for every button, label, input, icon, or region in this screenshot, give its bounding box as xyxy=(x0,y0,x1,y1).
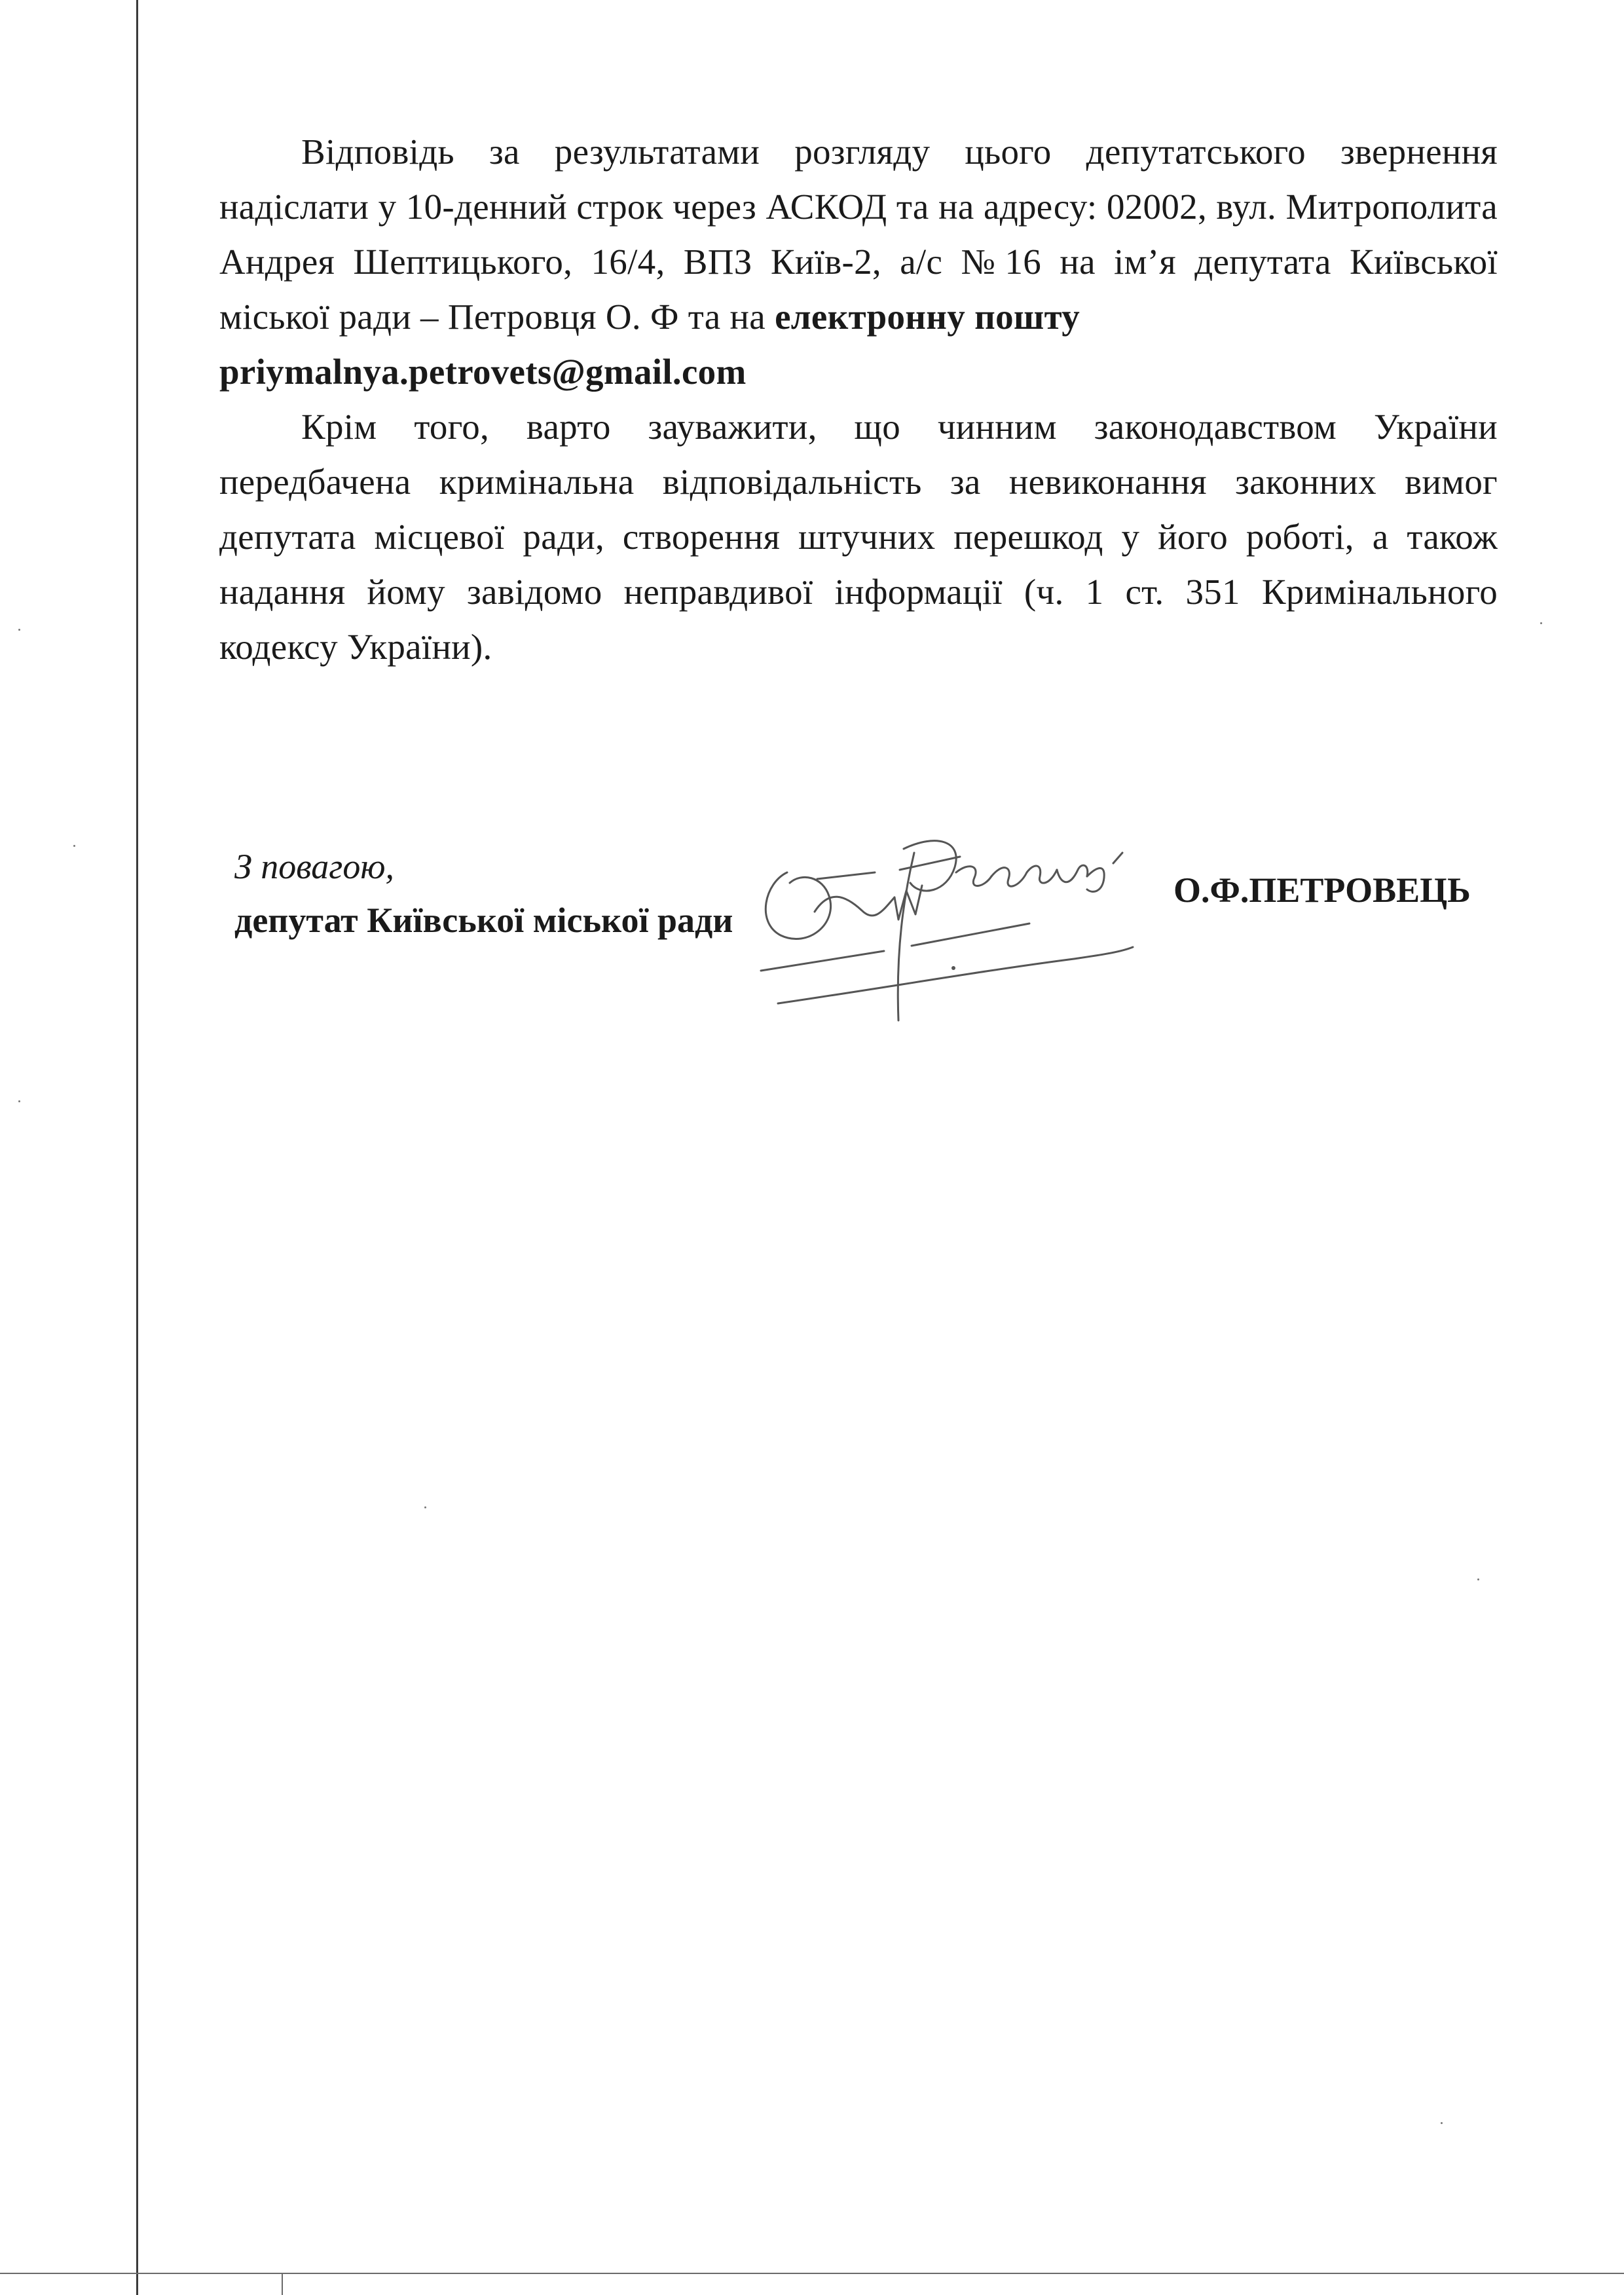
scan-dust xyxy=(1441,2122,1443,2124)
reply-request-text: Відповідь за результатами розгляду цього депутатського звернення надіслати у 10-денний строк через АСКОД та на адресу: 02002, вул. Митрополита Андрея Шептицького, 16/4, ВПЗ Київ-2, а/с №16 на ім’я депутата Київської міської ради – Петровця О. Ф та на xyxy=(219,132,1498,337)
scan-dust xyxy=(1477,1578,1479,1580)
signer-position: депутат Київської міської ради xyxy=(234,901,733,940)
scan-edge-bottom xyxy=(0,2273,1624,2274)
closing-block xyxy=(234,840,733,947)
email-label: електронну пошту xyxy=(775,297,1080,337)
letter-body xyxy=(219,124,1498,675)
scan-dust xyxy=(1540,622,1542,624)
scan-dust xyxy=(18,629,20,631)
handwritten-signature xyxy=(747,799,1172,1035)
paragraph-legal-notice: Крім того, варто зауважити, що чинним законодавством України передбачена кримінальна відповідальність за невиконання законних вимог депутата місцевої ради, створення штучних перешкод у його роботі, а також надання йому завідомо неправдивої інформації (ч. 1 ст. 351 Кримінального кодексу України). xyxy=(219,407,1498,667)
paragraph-reply-request xyxy=(219,124,1498,400)
scan-edge-tick xyxy=(282,2274,283,2295)
scan-dust xyxy=(18,1100,20,1102)
closing-regards: З повагою, xyxy=(234,847,394,886)
signer-name: О.Ф.ПЕТРОВЕЦЬ xyxy=(1173,870,1471,910)
scan-dust xyxy=(73,845,75,847)
email-address: priymalnya.petrovets@gmail.com xyxy=(219,352,747,392)
scan-dust xyxy=(424,1506,426,1508)
scan-edge-left xyxy=(136,0,138,2295)
